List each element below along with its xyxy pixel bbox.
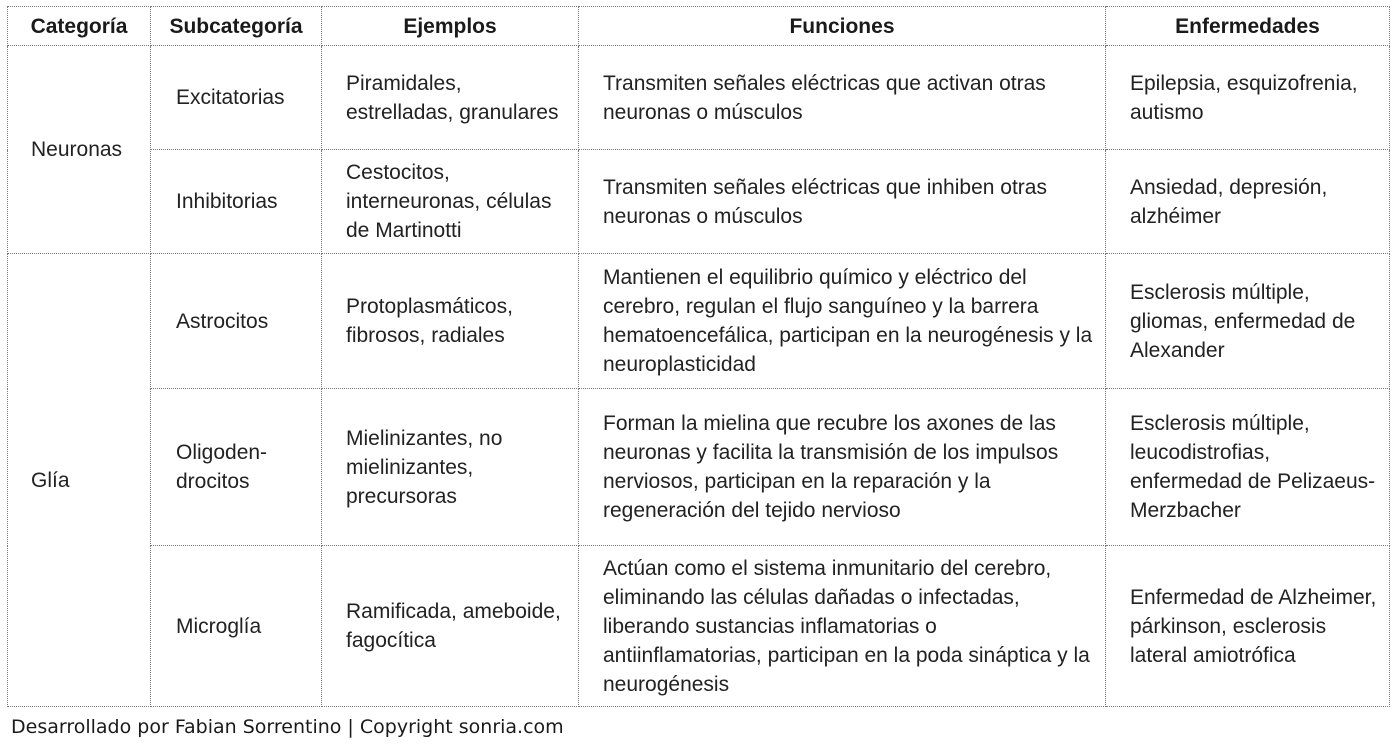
examples-cell: Piramidales, estrelladas, granulares	[322, 46, 579, 150]
functions-cell: Forman la mielina que recubre los axones de las neuronas y facilita la transmisión de los impulsos nerviosos, participan en la reparación y la regeneración del tejido nervioso	[579, 389, 1106, 546]
functions-cell: Actúan como el sistema inmunitario del cerebro, eliminando las células dañadas o infectadas, liberando sustancias inflamatorias o antiinflamatorias, participan en la poda sináptica y la neurogénesis	[579, 546, 1106, 707]
functions-cell: Mantienen el equilibrio químico y eléctrico del cerebro, regulan el flujo sanguíneo y la barrera hematoencefálica, participan en la neurogénesis y la neuroplasticidad	[579, 254, 1106, 389]
diseases-cell: Ansiedad, depresión, alzhéimer	[1106, 150, 1390, 254]
table-row	[8, 389, 1390, 546]
diseases-cell: Esclerosis múltiple, gliomas, enfermedad de Alexander	[1106, 254, 1390, 389]
table-row	[8, 46, 1390, 150]
examples-cell: Cestocitos, interneuronas, células de Martinotti	[322, 150, 579, 254]
category-cell: Glía	[8, 254, 151, 707]
header-examples: Ejemplos	[322, 7, 579, 46]
examples-cell: Protoplasmáticos, fibrosos, radiales	[322, 254, 579, 389]
header-functions: Funciones	[579, 7, 1106, 46]
functions-cell: Transmiten señales eléctricas que inhiben otras neuronas o músculos	[579, 150, 1106, 254]
classification-table-container	[7, 6, 1389, 707]
copyright-footer: Desarrollado por Fabian Sorrentino | Copyright sonria.com	[11, 716, 564, 738]
table-row	[8, 254, 1390, 389]
diseases-cell: Esclerosis múltiple, leucodistrofias, enfermedad de Pelizaeus-Merzbacher	[1106, 389, 1390, 546]
examples-cell: Ramificada, ameboide, fagocítica	[322, 546, 579, 707]
subcategory-cell: Astrocitos	[151, 254, 322, 389]
subcategory-cell: Inhibitorias	[151, 150, 322, 254]
examples-cell: Mielinizantes, no mielinizantes, precursoras	[322, 389, 579, 546]
table-row	[8, 150, 1390, 254]
subcategory-cell: Microglía	[151, 546, 322, 707]
header-diseases: Enfermedades	[1106, 7, 1390, 46]
table-row	[8, 546, 1390, 707]
table-header-row	[8, 7, 1390, 46]
diseases-cell: Epilepsia, esquizofrenia, autismo	[1106, 46, 1390, 150]
subcategory-cell: Excitatorias	[151, 46, 322, 150]
functions-cell: Transmiten señales eléctricas que activan otras neuronas o músculos	[579, 46, 1106, 150]
category-cell: Neuronas	[8, 46, 151, 254]
header-category: Categoría	[8, 7, 151, 46]
nervous-cells-table	[7, 6, 1390, 707]
header-subcategory: Subcategoría	[151, 7, 322, 46]
diseases-cell: Enfermedad de Alzheimer, párkinson, esclerosis lateral amiotrófica	[1106, 546, 1390, 707]
subcategory-cell: Oligoden-drocitos	[151, 389, 322, 546]
